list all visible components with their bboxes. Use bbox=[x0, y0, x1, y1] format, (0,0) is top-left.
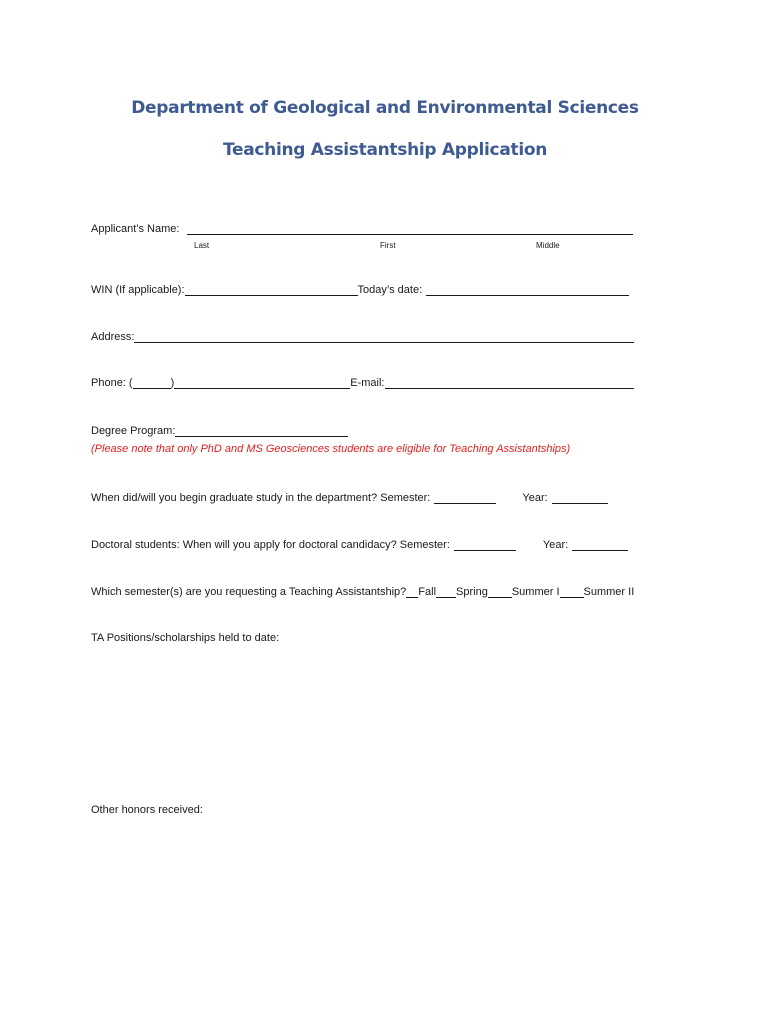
degree-field[interactable] bbox=[175, 424, 348, 437]
date-field[interactable] bbox=[426, 283, 629, 296]
degree-label: Degree Program: bbox=[91, 425, 176, 437]
ta-positions-label: TA Positions/scholarships held to date: bbox=[91, 632, 280, 644]
phone-paren-close: ) bbox=[170, 377, 175, 389]
option-fall: Fall bbox=[418, 586, 437, 598]
fall-checkbox-line[interactable] bbox=[406, 585, 418, 598]
begin-study-row bbox=[91, 491, 608, 504]
degree-row bbox=[91, 424, 348, 437]
page-title: Department of Geological and Environmental Sciences bbox=[131, 98, 639, 118]
option-summer-2: Summer II bbox=[583, 586, 635, 598]
degree-note: (Please note that only PhD and MS Geosciences students are eligible for Teaching Assistantships) bbox=[91, 443, 571, 455]
candidacy-semester-field[interactable] bbox=[454, 538, 516, 551]
candidacy-year-field[interactable] bbox=[572, 538, 628, 551]
candidacy-row bbox=[91, 538, 628, 551]
address-label: Address: bbox=[91, 331, 135, 343]
email-field[interactable] bbox=[385, 376, 634, 389]
page-subtitle: Teaching Assistantship Application bbox=[222, 140, 548, 160]
email-label: E-mail: bbox=[350, 377, 385, 389]
candidacy-label: Doctoral students: When will you apply for doctoral candidacy? Semester: bbox=[91, 539, 450, 551]
candidacy-year-label: Year: bbox=[542, 539, 569, 551]
summer2-checkbox-line[interactable] bbox=[560, 585, 584, 598]
phone-label: Phone: ( bbox=[91, 377, 133, 389]
spring-checkbox-line[interactable] bbox=[436, 585, 456, 598]
phone-row bbox=[91, 376, 634, 389]
win-row bbox=[91, 283, 629, 296]
address-row bbox=[91, 330, 634, 343]
applicant-name-field[interactable] bbox=[187, 222, 633, 235]
phone-area-code-field[interactable] bbox=[133, 376, 171, 389]
name-part-first: First bbox=[380, 241, 396, 250]
summer1-checkbox-line[interactable] bbox=[488, 585, 512, 598]
address-field[interactable] bbox=[134, 330, 634, 343]
semester-request-row bbox=[91, 585, 634, 598]
honors-label: Other honors received: bbox=[91, 804, 203, 816]
win-label: WIN (If applicable): bbox=[91, 284, 185, 296]
date-label: Today’s date: bbox=[357, 284, 423, 296]
option-summer-1: Summer I bbox=[511, 586, 560, 598]
ta-positions-row bbox=[91, 632, 279, 644]
option-spring: Spring bbox=[456, 586, 488, 598]
phone-field[interactable] bbox=[174, 376, 350, 389]
applicant-name-label: Applicant’s Name: bbox=[91, 223, 180, 235]
name-part-last: Last bbox=[194, 241, 210, 250]
semester-question: Which semester(s) are you requesting a Teaching Assistantship? bbox=[91, 586, 407, 598]
begin-year-label: Year: bbox=[522, 492, 548, 504]
applicant-name-row bbox=[91, 222, 633, 235]
name-part-middle: Middle bbox=[536, 241, 560, 250]
honors-row bbox=[91, 804, 203, 816]
begin-year-field[interactable] bbox=[552, 491, 608, 504]
win-field[interactable] bbox=[185, 283, 358, 296]
begin-semester-field[interactable] bbox=[434, 491, 496, 504]
begin-study-label: When did/will you begin graduate study in the department? Semester: bbox=[91, 492, 431, 504]
